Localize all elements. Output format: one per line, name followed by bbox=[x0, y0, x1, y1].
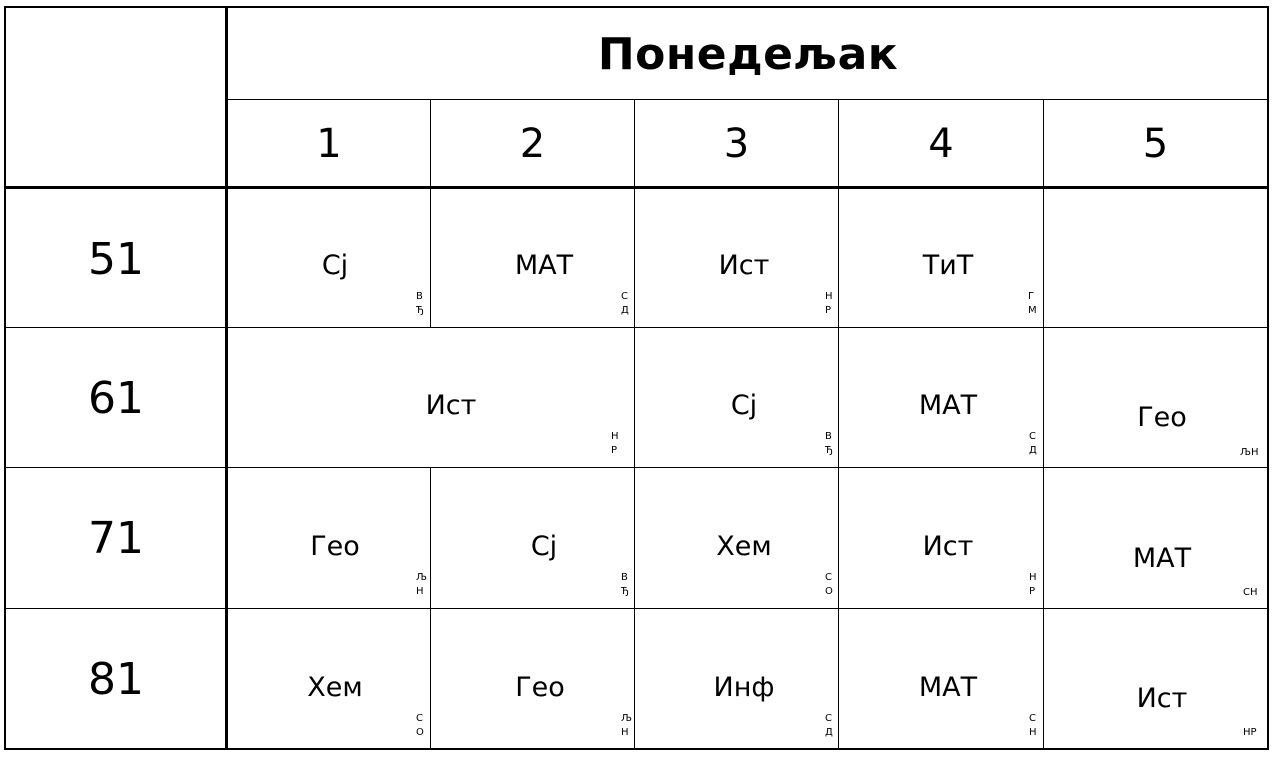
subject-label: Хем bbox=[307, 672, 363, 703]
subject-label: Сј bbox=[530, 531, 558, 562]
subject-label: Сј bbox=[321, 250, 349, 281]
subject-label: МАТ bbox=[918, 672, 978, 703]
subject-label: МАТ bbox=[1132, 543, 1192, 574]
period-header: 5 bbox=[1142, 120, 1169, 167]
teacher-initials: Н Р bbox=[825, 291, 833, 316]
period-header: 1 bbox=[316, 120, 342, 167]
teacher-initials: С Д bbox=[1029, 431, 1037, 456]
subject-label: МАТ bbox=[918, 390, 978, 421]
teacher-initials: С О bbox=[416, 713, 424, 738]
class-label: 81 bbox=[88, 653, 144, 705]
period-header: 2 bbox=[519, 120, 546, 167]
period-header: 4 bbox=[928, 120, 954, 167]
teacher-initials: В Ђ bbox=[416, 291, 424, 316]
subject-label: МАТ bbox=[514, 250, 574, 281]
table-border-right bbox=[1267, 6, 1269, 750]
class-label: 71 bbox=[88, 512, 144, 564]
teacher-initials: Љ Н bbox=[621, 713, 632, 738]
teacher-initials: В Ђ bbox=[825, 431, 833, 456]
subject-label: Ист bbox=[1136, 683, 1188, 714]
subject-label: Ист bbox=[718, 250, 770, 281]
class-label: 51 bbox=[88, 233, 144, 285]
subject-label: Гео bbox=[310, 531, 360, 562]
teacher-initials: НР bbox=[1243, 727, 1257, 738]
subject-label: Хем bbox=[716, 531, 772, 562]
teacher-initials: С Н bbox=[1029, 713, 1037, 738]
subject-label: Инф bbox=[713, 672, 775, 703]
period-header: 3 bbox=[723, 120, 750, 167]
teacher-initials: Н Р bbox=[611, 431, 619, 456]
day-title: Понедељак bbox=[597, 28, 899, 80]
teacher-initials: С Д bbox=[621, 291, 629, 316]
column-divider bbox=[838, 100, 839, 750]
column-divider bbox=[1043, 100, 1044, 750]
teacher-initials: В Ђ bbox=[621, 572, 629, 597]
teacher-initials: Г М bbox=[1028, 291, 1037, 316]
teacher-initials: С О bbox=[825, 572, 833, 597]
teacher-initials: СН bbox=[1243, 587, 1258, 598]
teacher-initials: ЉН bbox=[1240, 447, 1259, 458]
class-label: 61 bbox=[88, 372, 144, 424]
subject-label: Ист bbox=[922, 531, 974, 562]
teacher-initials: Љ Н bbox=[416, 572, 427, 597]
subject-label: Гео bbox=[515, 672, 565, 703]
subject-label: Гео bbox=[1137, 402, 1187, 433]
subject-label: ТиТ bbox=[922, 250, 974, 281]
teacher-initials: Н Р bbox=[1029, 572, 1037, 597]
column-divider bbox=[430, 467, 431, 750]
subject-label: Сј bbox=[730, 390, 758, 421]
subject-label: Ист bbox=[425, 390, 477, 421]
column-divider bbox=[634, 100, 635, 750]
teacher-initials: С Д bbox=[825, 713, 833, 738]
